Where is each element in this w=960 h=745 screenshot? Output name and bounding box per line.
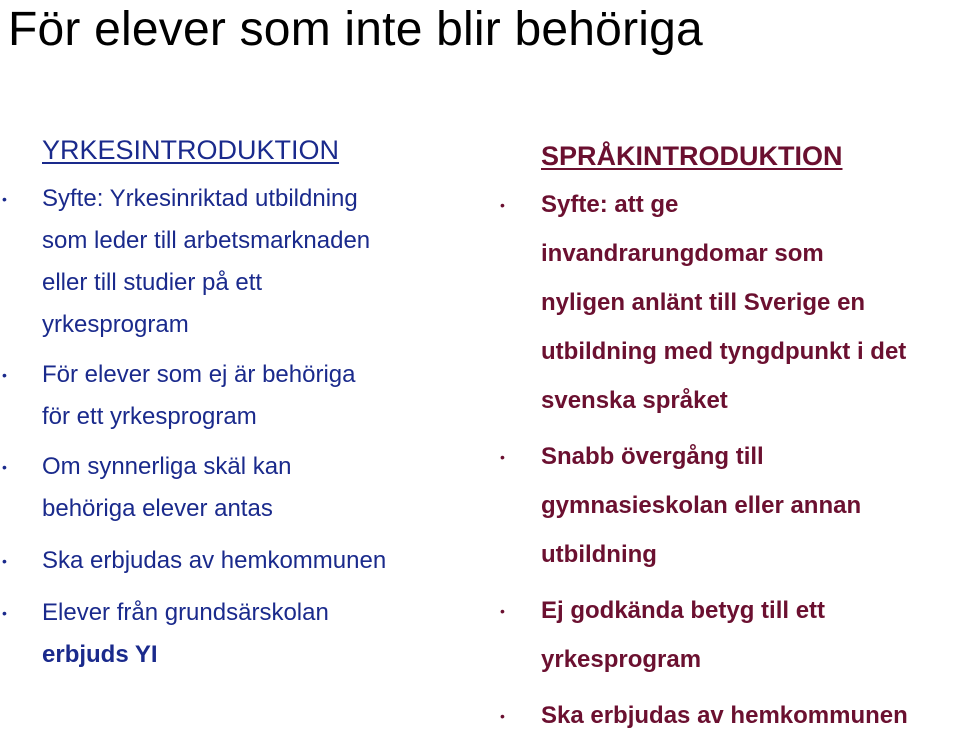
bullet-text: yrkesprogram — [42, 311, 189, 338]
bullet-text: nyligen anlänt till Sverige en — [541, 289, 866, 316]
bullet-icon: • — [2, 191, 7, 207]
bullet-text: Syfte: Yrkesinriktad utbildning — [42, 185, 358, 212]
bullet-text: som leder till arbetsmarknaden — [42, 227, 371, 254]
bullet-text: för ett yrkesprogram — [42, 403, 257, 430]
list-item — [0, 354, 480, 438]
bullet-text: gymnasieskolan eller annan — [541, 492, 862, 519]
bullet-icon: • — [2, 553, 7, 569]
bullet-text: utbildning med tyngdpunkt i det — [541, 338, 907, 365]
bullet-text: invandrarungdomar som — [541, 240, 824, 267]
bullet-text: Ej godkända betyg till ett — [541, 597, 826, 624]
bullet-icon: • — [2, 459, 7, 475]
list-item — [496, 691, 960, 740]
bullet-text: erbjuds YI — [42, 641, 158, 668]
list-item — [0, 592, 480, 676]
bullet-text: För elever som ej är behöriga — [42, 361, 356, 388]
slide-title: För elever som inte blir behöriga — [8, 3, 703, 56]
list-item — [0, 446, 480, 530]
bullet-icon: • — [500, 449, 505, 465]
bullet-text: behöriga elever antas — [42, 495, 273, 522]
yrkesintroduktion-heading: YRKESINTRODUKTION — [42, 135, 340, 165]
list-item — [0, 540, 480, 582]
bullet-text: utbildning — [541, 541, 657, 568]
bullet-text: Snabb övergång till — [541, 443, 764, 470]
bullet-icon: • — [2, 605, 7, 621]
bullet-text: eller till studier på ett — [42, 269, 263, 296]
list-item — [496, 432, 960, 579]
yrkesintroduktion-list — [0, 178, 480, 676]
bullet-text: Ska erbjudas av hemkommunen — [541, 702, 908, 729]
list-item — [496, 180, 960, 425]
sprakintroduktion-heading: SPRÅKINTRODUKTION — [541, 141, 843, 171]
bullet-text: yrkesprogram — [541, 646, 702, 673]
sprakintroduktion-column — [496, 138, 960, 740]
bullet-text: Ska erbjudas av hemkommunen — [42, 547, 387, 574]
list-item — [0, 178, 480, 346]
list-item — [496, 586, 960, 684]
bullet-icon: • — [2, 367, 7, 383]
bullet-icon: • — [500, 708, 505, 724]
bullet-text: svenska språket — [541, 387, 728, 414]
bullet-icon: • — [500, 603, 505, 619]
bullet-icon: • — [500, 197, 505, 213]
bullet-text: Om synnerliga skäl kan — [42, 453, 292, 480]
sprakintroduktion-list — [496, 180, 960, 740]
yrkesintroduktion-column — [0, 130, 480, 676]
bullet-text: Elever från grundsärskolan — [42, 599, 329, 626]
bullet-text: Syfte: att ge — [541, 191, 679, 218]
